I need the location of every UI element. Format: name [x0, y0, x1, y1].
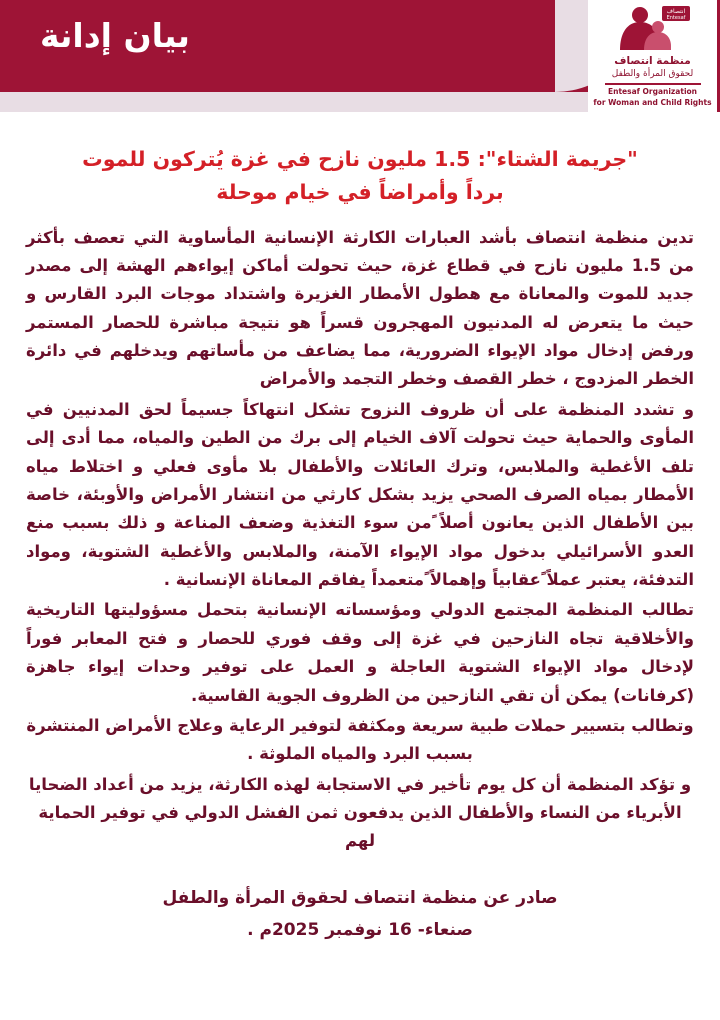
- document-footer: [26, 882, 694, 947]
- document-body: [0, 112, 720, 946]
- footer-issuer: صادر عن منظمة انتصاف لحقوق المرأة والطفل: [162, 887, 558, 908]
- footer-place-date: صنعاء- 16 نوفمبر 2025م .: [247, 920, 473, 941]
- paragraph-2: و تشدد المنظمة على أن ظروف النزوح تشكل انتهاكاً جسيماً لحق المدنيين في المأوى والحماية حيث تحولت آلاف الخيام إلى برك من الطين والمياه، مما أدى إلى تلف الأغطية والملابس، وترك العائلات والأطفال بلا مأوى فعلي و اختلاط مياه الأمطار بمياه الصرف الصحي يزيد بشكل كارثي من انتشار الأمراض والأوبئة، خاصة بين الأطفال الذين يعانون أصلاً ًمن سوء التغذية وضعف المناعة و ذلك بسبب منع العدو الأسرائيلي بدخول مواد الإيواء الآمنة، والملابس والأغطية الشتوية، ومواد التدفئة، يعتبر عملاً ًعقابياً وإهمالاً ًمتعمداً يفاقم المعاناة الإنسانية .: [26, 399, 694, 589]
- document-header: [0, 0, 720, 112]
- statement-headline: [32, 144, 688, 208]
- logo-org-sub-en: for Woman and Child Rights: [593, 98, 712, 108]
- paragraph-1: تدين منظمة انتصاف بأشد العبارات الكارثة الإنسانية المأساوية التي تعصف بأكثر من 1.5 مليون نازح في قطاع غزة، حيث تحولت أماكن إيواءهم الهشة إلى مصدر جديد للموت والمعاناة مع هطول الأمطار الغزيرة واشتداد موجات البرد القارس و حيث ما يتعرض له المدنيون المهجرون قسراً هو نتيجة مباشرة للحصار المستمر ورفض إدخال مواد الإيواء الضرورية، مما يضاعف من مأساتهم ويدخلهم في دائرة الخطر المزدوج ، خطر القصف وخطر التجمد والأمراض: [26, 227, 695, 389]
- logo-mark-icon: [614, 4, 692, 54]
- paragraph-4: وتطالب بتسيير حملات طبية سريعة ومكثفة لتوفير الرعاية وعلاج الأمراض المنتشرة بسبب البرد والمياه الملوثة .: [26, 715, 694, 764]
- svg-text:Entesaf: Entesaf: [666, 15, 685, 21]
- paragraph-5: و تؤكد المنظمة أن كل يوم تأخير في الاستجابة لهذه الكارثة، يزيد من أعداد الضحايا الأبرياء من النساء والأطفال الذين يدفعون ثمن الفشل الدولي في توفير الحماية لهم: [28, 774, 692, 851]
- logo-org-name-ar: منظمة انتصاف: [614, 55, 691, 67]
- logo-org-name-en: Entesaf Organization: [607, 87, 698, 97]
- paragraph-3: تطالب المنظمة المجتمع الدولي ومؤسساته الإنسانية بتحمل مسؤوليتها التاريخية والأخلاقية تجاه النازحين في غزة إلى وقف فوري للحصار و فتح المعابر فوراً لإدخال مواد الإيواء الشتوية العاجلة و العمل على توفير وحدات إيواء جاهزة (كرفانات) يمكن أن تقي النازحين من الظروف الجوية القاسية.: [26, 600, 694, 705]
- headline-line-1: "جريمة الشتاء": 1.5 مليون نازح في غزة يُتركون للموت: [82, 147, 638, 171]
- logo-org-sub-ar: لحقوق المرأة والطفل: [611, 69, 694, 80]
- headline-line-2: برداً وأمراضاً في خيام موحلة: [216, 179, 504, 204]
- logo-divider: [605, 83, 701, 85]
- svg-text:انتصاف: انتصاف: [666, 8, 685, 15]
- banner-title: بيان إدانة: [40, 16, 190, 55]
- organization-logo: [588, 0, 720, 112]
